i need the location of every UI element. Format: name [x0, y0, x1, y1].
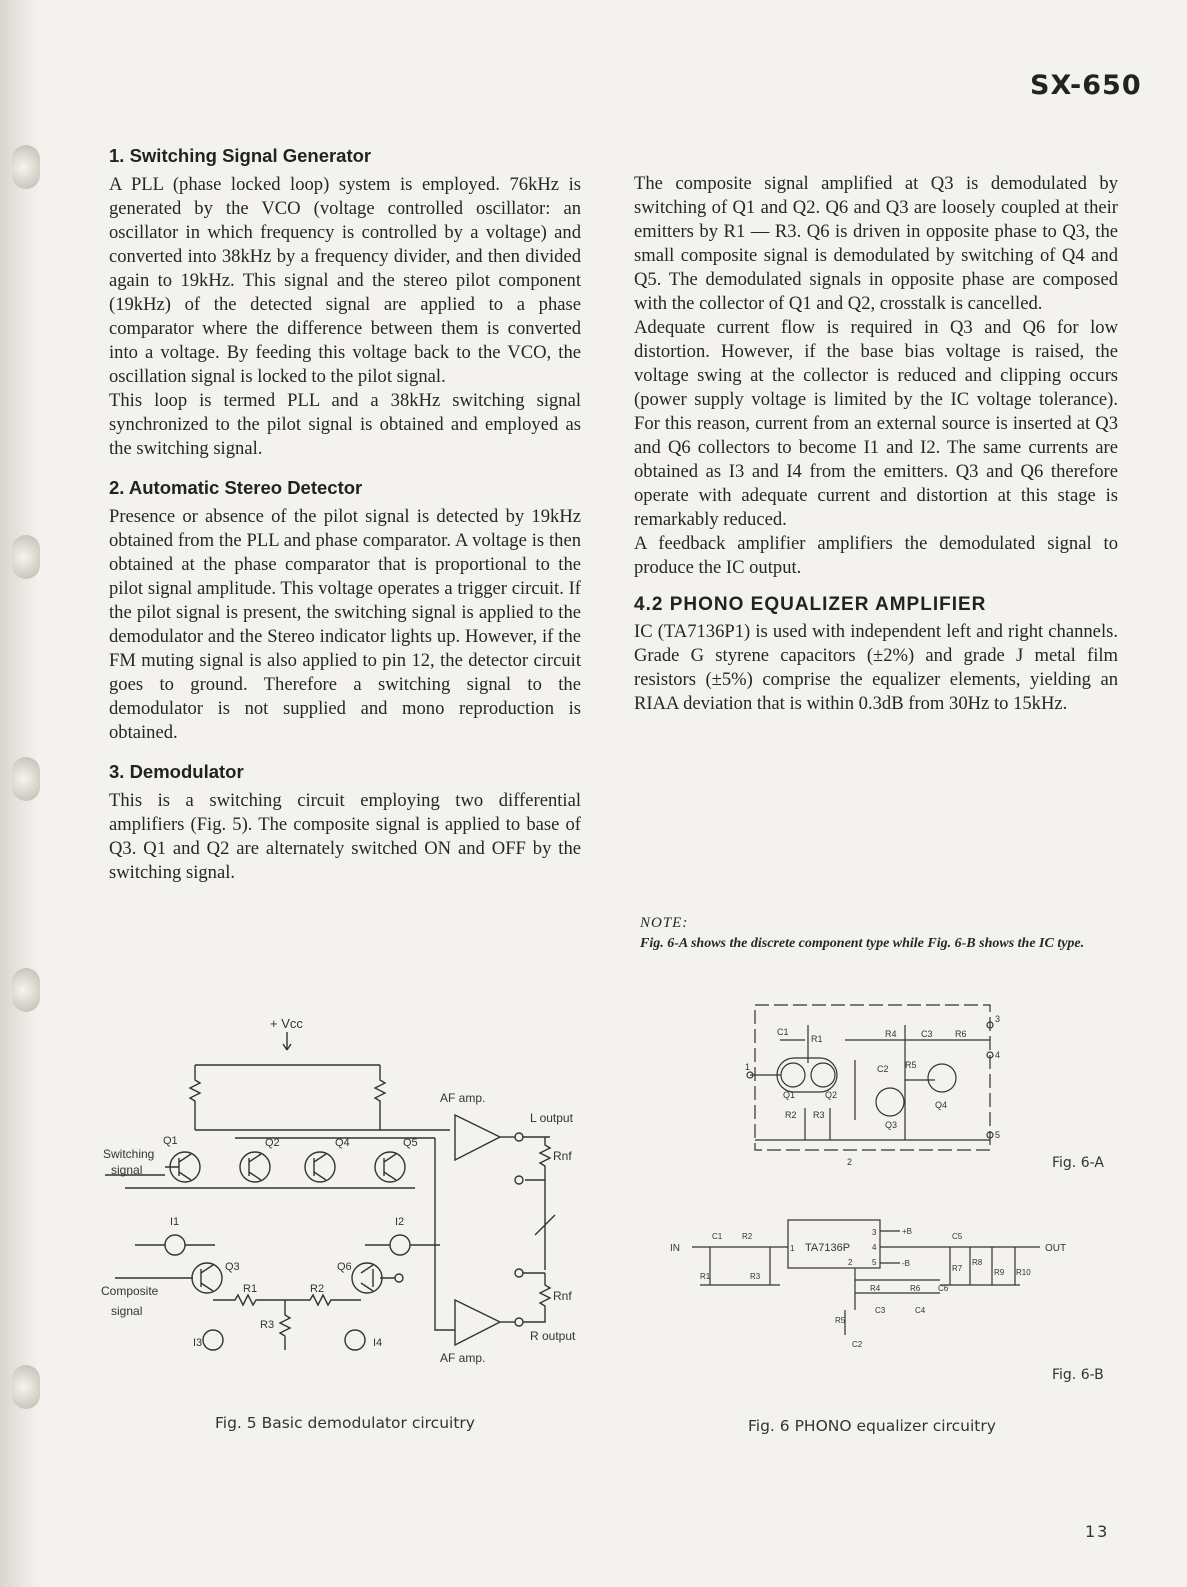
transistor-q4: [305, 1152, 335, 1182]
r2-label: R2: [310, 1283, 325, 1295]
minus-b-label: -B: [902, 1259, 910, 1268]
q1-label: Q1: [783, 1090, 796, 1100]
terminal-5: 5: [995, 1130, 1001, 1140]
section-title: 2. Automatic Stereo Detector: [109, 477, 363, 498]
out-label: OUT: [1045, 1243, 1067, 1254]
section-title: 1. Switching Signal Generator: [109, 145, 372, 166]
r3-label: R3: [813, 1110, 825, 1120]
r10-label: R10: [1016, 1268, 1031, 1277]
rnf-bottom-label: Rnf: [553, 1289, 572, 1303]
resistor: [375, 1065, 385, 1130]
q3-label: Q3: [885, 1120, 898, 1130]
r4-label: R4: [870, 1284, 881, 1293]
q3-label: Q3: [225, 1261, 240, 1273]
r1-label: R1: [700, 1272, 711, 1281]
r1-label: R1: [811, 1034, 823, 1044]
c5-label: C5: [952, 1232, 963, 1241]
current-source-i2: [390, 1235, 410, 1255]
plus-b-label: +B: [902, 1227, 913, 1236]
q5-label: Q5: [403, 1137, 418, 1149]
pin-5: 5: [872, 1258, 877, 1267]
right-column: [634, 172, 1118, 716]
q2-label: Q2: [265, 1137, 280, 1149]
in-label: IN: [670, 1243, 680, 1254]
r8-label: R8: [972, 1258, 983, 1267]
terminal-2: 2: [847, 1157, 853, 1167]
af-amp-bottom: [455, 1300, 500, 1345]
af-amp-bottom-label: AF amp.: [440, 1351, 486, 1365]
resistor: [190, 1065, 200, 1130]
i3-label: I3: [193, 1337, 203, 1349]
pin-3: 3: [872, 1228, 877, 1237]
note-label: NOTE:: [640, 915, 689, 931]
r2-label: R2: [785, 1110, 797, 1120]
transistor-q3: [876, 1088, 904, 1116]
paragraph: A feedback amplifier amplifiers the demodulated signal to produce the IC output.: [634, 533, 1118, 578]
model-header: SX-650: [1030, 70, 1142, 101]
pin-2: 2: [848, 1258, 853, 1267]
r3-label: R3: [750, 1272, 761, 1281]
q1-label: Q1: [163, 1135, 178, 1147]
q4-label: Q4: [935, 1100, 948, 1110]
terminal-1: 1: [745, 1062, 751, 1072]
af-amp-top-label: AF amp.: [440, 1091, 486, 1105]
r2-label: R2: [742, 1232, 753, 1241]
fig5-schematic: [95, 1010, 595, 1400]
r-output-label: R output: [530, 1329, 576, 1343]
pin-1: 1: [790, 1244, 795, 1253]
r5-label: R5: [905, 1060, 917, 1070]
paragraph: This loop is termed PLL and a 38kHz switching signal synchronized to the pilot signal is obtained and employed as the switching signal.: [109, 390, 581, 459]
af-amp-top: [455, 1115, 500, 1160]
pin-4: 4: [872, 1243, 877, 1252]
q4-label: Q4: [335, 1137, 350, 1149]
c2-label: C2: [852, 1340, 863, 1349]
fig6a-schematic: [745, 1000, 1015, 1180]
paragraph: A PLL (phase locked loop) system is employed. 76kHz is generated by the VCO (voltage controlled oscillator: an oscillator in which frequency is controlled by a voltage) and converted into 38kHz by a frequency divider, and then divided again to 19kHz. This signal and the stereo pilot component (19kHz) of the detected signal are applied to a phase comparator where the difference between them is converted into a voltage. By feeding this voltage back to the VCO, the oscillation signal is locked to the pilot signal.: [109, 174, 581, 387]
i4-label: I4: [373, 1337, 383, 1349]
composite-label: Composite: [101, 1284, 159, 1298]
c3-label: C3: [875, 1306, 886, 1315]
ic-label: TA7136P: [805, 1242, 851, 1254]
r4-label: R4: [885, 1029, 897, 1039]
q6-label: Q6: [337, 1261, 352, 1273]
r6-label: R6: [910, 1284, 921, 1293]
c3-label: C3: [921, 1029, 933, 1039]
q2-label: Q2: [825, 1090, 838, 1100]
binder-ring: [12, 145, 40, 189]
i2-label: I2: [395, 1216, 405, 1228]
l-output-label: L output: [530, 1111, 573, 1125]
transistor-q5: [375, 1152, 405, 1182]
fig6b-schematic: [670, 1215, 1090, 1365]
current-source-i1: [165, 1235, 185, 1255]
fig6a-label: Fig. 6-A: [1052, 1155, 1104, 1171]
c2-label: C2: [877, 1064, 889, 1074]
binder-ring: [12, 535, 40, 579]
fig5-caption: Fig. 5 Basic demodulator circuitry: [215, 1414, 475, 1432]
transistor-q4: [928, 1064, 956, 1092]
paragraph: Adequate current flow is required in Q3 and Q6 for low distortion. However, if the base bias voltage is raised, the voltage swing at the collector is reduced and clipping occurs (power supply voltage is limited by the IC voltage tolerance). For this reason, current from an external source is inserted at Q3 and Q6 collectors to become I1 and I2. The same currents are obtained as I3 and I4 from the emitters. Q3 and Q6 therefore operate with adequate current and distortion at this stage is remarkably reduced.: [634, 317, 1118, 530]
r7-label: R7: [952, 1264, 963, 1273]
fig6-caption: Fig. 6 PHONO equalizer circuitry: [748, 1417, 996, 1435]
i1-label: I1: [170, 1216, 180, 1228]
paragraph: This is a switching circuit employing two differential amplifiers (Fig. 5). The composite signal is applied to base of Q3. Q1 and Q2 are alternately switched ON and OFF by the switching signal.: [109, 790, 581, 883]
c4-label: C4: [915, 1306, 926, 1315]
paragraph: IC (TA7136P1) is used with independent left and right channels. Grade G styrene capacitors (±2%) and grade J metal film resistors (±5%) comprise the equalizer elements, yielding an RIAA deviation that is within 0.3dB from 30Hz to 15kHz.: [634, 621, 1118, 714]
rnf-top-label: Rnf: [553, 1149, 572, 1163]
vcc-label: + Vcc: [270, 1016, 303, 1031]
c1-label: C1: [777, 1027, 789, 1037]
note: [640, 915, 1110, 953]
binder-ring: [12, 1365, 40, 1409]
note-text: Fig. 6-A shows the discrete component type while Fig. 6-B shows the IC type.: [640, 936, 1085, 951]
terminal-4: 4: [995, 1050, 1001, 1060]
left-column: [109, 145, 581, 885]
paragraph: The composite signal amplified at Q3 is demodulated by switching of Q1 and Q2. Q6 and Q3 are loosely coupled at their emitters by R1 — R3. Q6 is driven in opposite phase to Q3, the small composite signal is demodulated by switching of Q4 and Q5. The demodulated signals in opposite phase are composed with the collector of Q1 and Q2, crosstalk is cancelled.: [634, 173, 1118, 314]
paragraph: Presence or absence of the pilot signal is detected by 19kHz obtained from the PLL and phase comparator. A voltage is then obtained at the phase comparator that is proportional to the pilot signal amplitude. This voltage operates a trigger circuit. If the pilot signal is present, the switching signal is applied to the demodulator and the Stereo indicator lights up. However, if the FM muting signal is also applied to pin 12, the detector circuit goes to ground. Therefore a switching signal to the demodulator is not supplied and mono reproduction is obtained.: [109, 506, 581, 743]
c6-label: C6: [938, 1284, 949, 1293]
transistor-q2: [240, 1152, 270, 1182]
section-title: 3. Demodulator: [109, 761, 244, 782]
binder-ring: [12, 968, 40, 1012]
signal-label: signal: [111, 1163, 143, 1177]
r3-label: R3: [260, 1319, 275, 1331]
r6-label: R6: [955, 1029, 967, 1039]
signal-label: signal: [111, 1304, 143, 1318]
terminal-3: 3: [995, 1014, 1001, 1024]
binder-edge: [0, 0, 40, 1587]
c1-label: C1: [712, 1232, 723, 1241]
current-source-i4: [345, 1330, 365, 1350]
transistor-q3: [192, 1263, 222, 1293]
switching-label: Switching: [103, 1147, 155, 1161]
binder-ring: [12, 757, 40, 801]
page-number: 13: [1085, 1522, 1110, 1541]
current-source-i3: [203, 1330, 223, 1350]
transistor-q2: [811, 1063, 835, 1087]
r1-label: R1: [243, 1283, 258, 1295]
transistor-q1: [781, 1063, 805, 1087]
r5-label: R5: [835, 1316, 846, 1325]
transistor-q6: [352, 1263, 382, 1293]
q1-q2-pair: [777, 1058, 837, 1092]
section-title: 4.2 PHONO EQUALIZER AMPLIFIER: [634, 594, 987, 615]
fig6b-label: Fig. 6-B: [1052, 1367, 1104, 1383]
r9-label: R9: [994, 1268, 1005, 1277]
